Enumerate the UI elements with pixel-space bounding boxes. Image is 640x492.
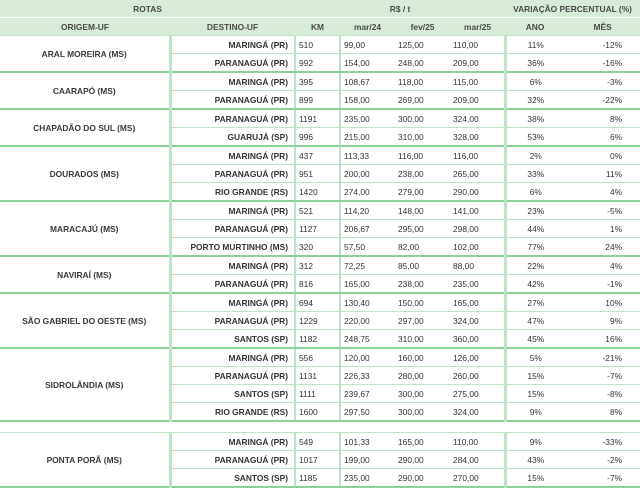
destination-cell: PARANAGUÁ (PR) (170, 109, 295, 128)
variation-month-cell: -2% (565, 451, 640, 469)
price-mar25-cell: 209,00 (450, 91, 505, 110)
variation-year-cell: 11% (505, 36, 565, 54)
variation-year-cell: 47% (505, 312, 565, 330)
variation-month-cell: 24% (565, 238, 640, 257)
spacer-cell (0, 421, 640, 433)
variation-month-cell: -22% (565, 91, 640, 110)
price-fev25-cell: 300,00 (395, 403, 450, 422)
destination-cell: PARANAGUÁ (PR) (170, 275, 295, 294)
header-fev25: fev/25 (395, 18, 450, 36)
price-fev25-cell: 297,00 (395, 312, 450, 330)
price-fev25-cell: 165,00 (395, 433, 450, 451)
variation-year-cell: 27% (505, 293, 565, 312)
variation-year-cell: 6% (505, 72, 565, 91)
price-mar24-cell: 154,00 (340, 54, 395, 73)
destination-cell: MARINGÁ (PR) (170, 146, 295, 165)
price-mar25-cell: 88,00 (450, 256, 505, 275)
destination-cell: MARINGÁ (PR) (170, 348, 295, 367)
price-mar25-cell: 328,00 (450, 128, 505, 147)
destination-cell: RIO GRANDE (RS) (170, 403, 295, 422)
price-mar24-cell: 165,00 (340, 275, 395, 294)
price-mar24-cell: 114,20 (340, 201, 395, 220)
price-mar25-cell: 290,00 (450, 183, 505, 202)
price-mar25-cell: 209,00 (450, 54, 505, 73)
price-mar24-cell: 215,00 (340, 128, 395, 147)
km-cell: 437 (295, 146, 340, 165)
price-mar25-cell: 110,00 (450, 433, 505, 451)
km-cell: 951 (295, 165, 340, 183)
variation-month-cell: -7% (565, 469, 640, 488)
variation-year-cell: 36% (505, 54, 565, 73)
km-cell: 899 (295, 91, 340, 110)
spacer-row (0, 421, 640, 433)
header-ano: ANO (505, 18, 565, 36)
price-mar25-cell: 115,00 (450, 72, 505, 91)
price-mar24-cell: 113,33 (340, 146, 395, 165)
variation-year-cell: 42% (505, 275, 565, 294)
price-mar25-cell: 116,00 (450, 146, 505, 165)
variation-month-cell: -8% (565, 385, 640, 403)
price-mar24-cell: 199,00 (340, 451, 395, 469)
km-cell: 556 (295, 348, 340, 367)
price-fev25-cell: 85,00 (395, 256, 450, 275)
header-origem: ORIGEM-UF (0, 18, 170, 36)
variation-month-cell: 6% (565, 128, 640, 147)
destination-cell: PARANAGUÁ (PR) (170, 54, 295, 73)
table-row (0, 293, 640, 312)
km-cell: 816 (295, 275, 340, 294)
price-mar25-cell: 298,00 (450, 220, 505, 238)
price-fev25-cell: 82,00 (395, 238, 450, 257)
variation-year-cell: 33% (505, 165, 565, 183)
km-cell: 1131 (295, 367, 340, 385)
price-mar25-cell: 360,00 (450, 330, 505, 349)
price-mar24-cell: 200,00 (340, 165, 395, 183)
variation-year-cell: 15% (505, 385, 565, 403)
origin-cell: DOURADOS (MS) (0, 146, 170, 201)
price-mar24-cell: 72,25 (340, 256, 395, 275)
table-header (0, 0, 640, 36)
price-fev25-cell: 310,00 (395, 330, 450, 349)
variation-year-cell: 43% (505, 451, 565, 469)
price-mar25-cell: 284,00 (450, 451, 505, 469)
price-fev25-cell: 310,00 (395, 128, 450, 147)
price-mar25-cell: 235,00 (450, 275, 505, 294)
price-fev25-cell: 116,00 (395, 146, 450, 165)
price-mar24-cell: 101,33 (340, 433, 395, 451)
variation-month-cell: -7% (565, 367, 640, 385)
variation-month-cell: -3% (565, 72, 640, 91)
variation-year-cell: 44% (505, 220, 565, 238)
header-rs-per-t: R$ / t (295, 0, 505, 18)
destination-cell: PARANAGUÁ (PR) (170, 312, 295, 330)
price-mar24-cell: 206,67 (340, 220, 395, 238)
variation-month-cell: -5% (565, 201, 640, 220)
price-mar24-cell: 239,67 (340, 385, 395, 403)
km-cell: 312 (295, 256, 340, 275)
price-fev25-cell: 295,00 (395, 220, 450, 238)
km-cell: 694 (295, 293, 340, 312)
km-cell: 992 (295, 54, 340, 73)
price-fev25-cell: 238,00 (395, 275, 450, 294)
variation-month-cell: 11% (565, 165, 640, 183)
destination-cell: PARANAGUÁ (PR) (170, 91, 295, 110)
origin-cell: PONTA PORÃ (MS) (0, 433, 170, 488)
variation-month-cell: -1% (565, 275, 640, 294)
destination-cell: PARANAGUÁ (PR) (170, 220, 295, 238)
origin-cell: SÃO GABRIEL DO OESTE (MS) (0, 293, 170, 348)
header-mar24: mar/24 (340, 18, 395, 36)
header-rotas: ROTAS (0, 0, 295, 18)
destination-cell: MARINGÁ (PR) (170, 293, 295, 312)
km-cell: 549 (295, 433, 340, 451)
price-fev25-cell: 160,00 (395, 348, 450, 367)
variation-year-cell: 15% (505, 469, 565, 488)
km-cell: 395 (295, 72, 340, 91)
origin-cell: NAVIRAÍ (MS) (0, 256, 170, 293)
price-fev25-cell: 238,00 (395, 165, 450, 183)
price-mar24-cell: 235,00 (340, 109, 395, 128)
price-fev25-cell: 300,00 (395, 385, 450, 403)
price-mar25-cell: 165,00 (450, 293, 505, 312)
variation-year-cell: 32% (505, 91, 565, 110)
km-cell: 1191 (295, 109, 340, 128)
variation-month-cell: 9% (565, 312, 640, 330)
price-fev25-cell: 300,00 (395, 109, 450, 128)
price-fev25-cell: 279,00 (395, 183, 450, 202)
km-cell: 521 (295, 201, 340, 220)
price-fev25-cell: 125,00 (395, 36, 450, 54)
km-cell: 1127 (295, 220, 340, 238)
destination-cell: GUARUJÁ (SP) (170, 128, 295, 147)
destination-cell: MARINGÁ (PR) (170, 36, 295, 54)
price-mar24-cell: 57,50 (340, 238, 395, 257)
destination-cell: MARINGÁ (PR) (170, 201, 295, 220)
variation-month-cell: 0% (565, 146, 640, 165)
variation-year-cell: 2% (505, 146, 565, 165)
destination-cell: SANTOS (SP) (170, 330, 295, 349)
km-cell: 1182 (295, 330, 340, 349)
km-cell: 1229 (295, 312, 340, 330)
price-mar25-cell: 324,00 (450, 312, 505, 330)
variation-month-cell: -21% (565, 348, 640, 367)
price-mar24-cell: 297,50 (340, 403, 395, 422)
variation-month-cell: 8% (565, 403, 640, 422)
price-fev25-cell: 150,00 (395, 293, 450, 312)
km-cell: 1111 (295, 385, 340, 403)
variation-month-cell: 8% (565, 109, 640, 128)
table-row (0, 348, 640, 367)
price-fev25-cell: 118,00 (395, 72, 450, 91)
origin-cell: CHAPADÃO DO SUL (MS) (0, 109, 170, 146)
header-variacao: VARIAÇÃO PERCENTUAL (%) (505, 0, 640, 18)
price-fev25-cell: 148,00 (395, 201, 450, 220)
price-mar25-cell: 324,00 (450, 403, 505, 422)
km-cell: 1420 (295, 183, 340, 202)
price-mar24-cell: 99,00 (340, 36, 395, 54)
table-row (0, 72, 640, 91)
km-cell: 1185 (295, 469, 340, 488)
origin-cell: SIDROLÂNDIA (MS) (0, 348, 170, 421)
variation-month-cell: 16% (565, 330, 640, 349)
price-mar25-cell: 110,00 (450, 36, 505, 54)
header-destino: DESTINO-UF (170, 18, 295, 36)
header-mar25: mar/25 (450, 18, 505, 36)
price-fev25-cell: 290,00 (395, 451, 450, 469)
price-mar24-cell: 226,33 (340, 367, 395, 385)
variation-month-cell: 4% (565, 183, 640, 202)
variation-month-cell: 1% (565, 220, 640, 238)
price-mar24-cell: 235,00 (340, 469, 395, 488)
price-mar25-cell: 270,00 (450, 469, 505, 488)
variation-year-cell: 38% (505, 109, 565, 128)
price-mar25-cell: 102,00 (450, 238, 505, 257)
table-row (0, 433, 640, 451)
destination-cell: MARINGÁ (PR) (170, 72, 295, 91)
table-row (0, 146, 640, 165)
price-mar24-cell: 158,00 (340, 91, 395, 110)
variation-year-cell: 9% (505, 403, 565, 422)
variation-year-cell: 6% (505, 183, 565, 202)
destination-cell: SANTOS (SP) (170, 469, 295, 488)
km-cell: 996 (295, 128, 340, 147)
variation-year-cell: 23% (505, 201, 565, 220)
origin-cell: MARACAJÚ (MS) (0, 201, 170, 256)
price-fev25-cell: 280,00 (395, 367, 450, 385)
destination-cell: PORTO MURTINHO (MS) (170, 238, 295, 257)
price-mar24-cell: 220,00 (340, 312, 395, 330)
variation-month-cell: -16% (565, 54, 640, 73)
price-fev25-cell: 269,00 (395, 91, 450, 110)
price-mar24-cell: 248,75 (340, 330, 395, 349)
km-cell: 510 (295, 36, 340, 54)
destination-cell: SANTOS (SP) (170, 385, 295, 403)
price-mar25-cell: 265,00 (450, 165, 505, 183)
variation-year-cell: 5% (505, 348, 565, 367)
price-mar25-cell: 260,00 (450, 367, 505, 385)
price-mar25-cell: 324,00 (450, 109, 505, 128)
header-km: KM (295, 18, 340, 36)
price-mar24-cell: 108,67 (340, 72, 395, 91)
price-mar24-cell: 120,00 (340, 348, 395, 367)
table-body (0, 36, 640, 488)
variation-year-cell: 77% (505, 238, 565, 257)
variation-month-cell: 4% (565, 256, 640, 275)
destination-cell: PARANAGUÁ (PR) (170, 451, 295, 469)
destination-cell: RIO GRANDE (RS) (170, 183, 295, 202)
price-mar24-cell: 130,40 (340, 293, 395, 312)
header-mes: MÊS (565, 18, 640, 36)
variation-month-cell: -12% (565, 36, 640, 54)
destination-cell: PARANAGUÁ (PR) (170, 165, 295, 183)
price-mar25-cell: 141,00 (450, 201, 505, 220)
variation-month-cell: 10% (565, 293, 640, 312)
price-fev25-cell: 248,00 (395, 54, 450, 73)
variation-year-cell: 9% (505, 433, 565, 451)
km-cell: 320 (295, 238, 340, 257)
price-mar24-cell: 274,00 (340, 183, 395, 202)
variation-year-cell: 53% (505, 128, 565, 147)
table-row (0, 201, 640, 220)
destination-cell: MARINGÁ (PR) (170, 256, 295, 275)
destination-cell: PARANAGUÁ (PR) (170, 367, 295, 385)
table-row (0, 36, 640, 54)
km-cell: 1017 (295, 451, 340, 469)
price-mar25-cell: 126,00 (450, 348, 505, 367)
origin-cell: ARAL MOREIRA (MS) (0, 36, 170, 73)
origin-cell: CAARAPÓ (MS) (0, 72, 170, 109)
table-row (0, 109, 640, 128)
variation-year-cell: 22% (505, 256, 565, 275)
km-cell: 1600 (295, 403, 340, 422)
variation-month-cell: -33% (565, 433, 640, 451)
variation-year-cell: 45% (505, 330, 565, 349)
price-fev25-cell: 290,00 (395, 469, 450, 488)
variation-year-cell: 15% (505, 367, 565, 385)
table-row (0, 256, 640, 275)
price-mar25-cell: 275,00 (450, 385, 505, 403)
destination-cell: MARINGÁ (PR) (170, 433, 295, 451)
